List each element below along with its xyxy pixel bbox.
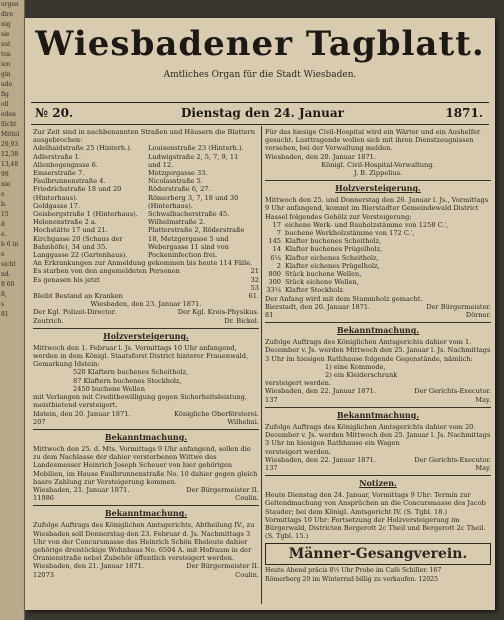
count-label: Bleibt Bestand an Kranken (33, 292, 123, 301)
notice-number: 81 (265, 311, 274, 320)
separator (33, 429, 259, 430)
notice-number: 12073 (33, 570, 54, 579)
previous-page-fragment: 29,93 (1, 141, 19, 148)
name-right: Dr. Bickel. (224, 316, 259, 325)
previous-page-fragment: ude (1, 81, 13, 88)
previous-page-fragment: 12,38 (1, 151, 19, 158)
notice-footer-2 (265, 464, 491, 472)
street-entry: Kirchgasse 20 (Schaus der (33, 234, 123, 243)
notice-text-2: mit Verlangen mit Creditbewilligung gegen Sicherheitsleistung, meistbietend versteigert. (33, 393, 247, 410)
wood-item: 87 Klaftern buchenes Stockholz, (73, 376, 182, 385)
previous-page-fragment: Mittel (1, 131, 20, 138)
notice-footer-2 (33, 418, 259, 426)
wood-quantity: 17 (272, 220, 281, 229)
street-entry: Römerberg 3, 7, 18 und 30 (148, 193, 239, 202)
notice-footer (33, 486, 259, 494)
count-row (33, 284, 259, 292)
left-column (33, 128, 259, 604)
previous-page-fragment: ien (1, 61, 11, 68)
notice-footer (265, 387, 491, 395)
previous-page-fragment: s (1, 301, 5, 308)
previous-page-fragment: sie (1, 31, 10, 38)
bekanntmachung-1 (33, 432, 259, 502)
notice-signature: Der Bürgermeister II. (186, 485, 259, 494)
wood-description: Stück eichene Wellen, (285, 278, 359, 287)
street-entry: (Hinterhaus). (33, 193, 78, 202)
notice-signature: Der Gerichts-Executor. (414, 387, 491, 396)
bottom-rule (31, 124, 489, 125)
previous-page-fragment: d (1, 221, 5, 228)
previous-page-fragment: b 6 in (1, 241, 19, 248)
previous-page-fragment: dire (1, 11, 14, 18)
notice-footer (33, 410, 259, 418)
separator (265, 322, 491, 323)
separator (265, 180, 491, 181)
notice-footer (265, 303, 491, 311)
notice-footer (33, 562, 259, 570)
previous-page-fragment: nie (1, 181, 11, 188)
wood-description: Stück buchene Wellen, (285, 270, 362, 279)
issue-date: Dienstag den 24. Januar (181, 106, 344, 120)
wood-description: eichene Werk- und Bauholzstämme von 1258 C.′, (285, 220, 449, 229)
notice-signatures (33, 308, 259, 316)
bekanntmachung-3 (265, 325, 491, 404)
notice-text-2: Vormittags 10 Uhr: Fortsetzung der Holzversteigerung im Bürgerwald, Districten Bergerott 2c Theil und Bergerott 2c Theil. (S. Tgbl. 15.) (265, 515, 486, 541)
count-label: Es starben von den angemeldeten Personen (33, 267, 180, 276)
street-entry: Wilhelmstraße 2. (148, 218, 206, 227)
count-label: Es genasen bis jetzt (33, 275, 100, 284)
heading: Holzversteigerung. (335, 183, 421, 194)
holz-notice-1 (33, 331, 259, 426)
previous-page-fragment: sicht (1, 261, 16, 268)
count-value: 32 (250, 275, 259, 284)
street-entry: Nicolasstraße 5. (148, 177, 203, 186)
notice-name: J. B. Zippelius. (353, 169, 403, 178)
notice-signature: Der Bürgermeister II. (186, 562, 259, 571)
wood-description: Klafter Stockholz. (285, 286, 345, 295)
count-row (33, 276, 259, 284)
street-entry: Geisbergstraße 1 (Hinterhaus). (33, 210, 138, 219)
previous-page-fragment: 99 (1, 171, 9, 178)
street-entry: Friedrichstraße 18 und 20 (33, 185, 122, 194)
notizen (265, 478, 491, 540)
street-entry: Hochstätte 17 und 21. (33, 226, 108, 235)
notice-date: Wiesbaden, den 23. Januar 1871. (90, 300, 202, 309)
previous-page-fragment: oll (1, 101, 9, 108)
previous-page-fragment: 81 (1, 311, 9, 318)
separator (33, 328, 259, 329)
notice-signature: Königl. Civil-Hospital-Verwaltung. (321, 160, 435, 169)
notice-text: Zufolge Auftrags des Königlichen Amtsgerichts dahier vom 1. December v. Js. werden Mittwoch den 25. Januar l. Js. Nachmittags 3 Uhr im hiesigen Rathhause folgende Gegenstände, nämlich: (265, 338, 491, 363)
notice-name: May. (475, 395, 491, 404)
item-list (33, 368, 259, 393)
auction-item: 2) ein Kleiderschrank (325, 371, 398, 380)
previous-page-fragment: 15 (1, 211, 9, 218)
separator (265, 475, 491, 476)
previous-page-fragment: e (1, 251, 5, 258)
notice-footer-2 (33, 494, 259, 502)
street-entry: Metzgergasse 33. (148, 169, 208, 178)
previous-page-fragment: 8, (1, 291, 7, 298)
wood-description: buchene Werkholzstämme von 172 C.′, (285, 229, 415, 238)
street-entry: Röderstraße 6, 27. (148, 185, 211, 194)
previous-page-fragment: ust (1, 41, 11, 48)
notice-names (33, 317, 259, 325)
count-value: 61. (248, 292, 259, 301)
notice-signature: Königliche Oberförsterei. (174, 409, 259, 418)
previous-page-fragment: fig (1, 91, 9, 98)
heading: Bekanntmachung. (336, 325, 420, 336)
issue-year: 1871. (445, 106, 483, 120)
previous-page-fragment: 8 60 (1, 281, 15, 288)
wood-quantity: 7 (276, 229, 281, 238)
wood-item: 520 Klaftern buchenes Scheitholz, (73, 368, 189, 377)
notice-text: Für das hiesige Civil-Hospital wird ein Wärter und ein Aushelfer gesucht. Lusttragende wollen sich mit ihren Dienstzeugnissen versehen, bei der Verwaltung melden. (265, 128, 481, 153)
previous-page-fragment: 13,48 (1, 161, 19, 168)
street-entry: Pockeninfection frei. (148, 251, 218, 260)
previous-page-fragment: nd. (1, 271, 11, 278)
notice-text: Mittwoch den 25. und Donnerstag den 26. Januar l. Js., Vormittags 9 Uhr anfangend, kommt im Bierstadter Gemeindewald District Hassel folgendes Gehölz zur Versteigerung: (265, 196, 489, 221)
notice-number: 11986 (33, 494, 54, 503)
notice-text: Mittwoch den 1. Februar l. Js. Vormittags 10 Uhr anfangend, werden in dem Königl. Staatsforst District hinterer Frauenwald, Gemarkung Idstein: (33, 343, 249, 369)
newspaper-page (25, 18, 495, 610)
hospital-notice (265, 128, 491, 177)
right-column (265, 128, 491, 604)
bekanntmachung-4 (265, 410, 491, 472)
auction-item: 1) eine Kommode, (325, 362, 386, 371)
previous-page-fragment: llicht (1, 121, 17, 128)
street-entry: 18, Metzgergasse 5 und (148, 234, 229, 243)
wood-description: Klafter buchenes Scheitholz, (285, 237, 382, 246)
signature-left: Der Kgl. Polizei-Director. (33, 308, 117, 317)
choir-heading: Männer-Gesangverein. (265, 543, 491, 565)
blattern-notice (33, 128, 259, 325)
notice-signature: Der Bürgermeister. (426, 302, 491, 311)
notice-footer (265, 456, 491, 464)
notice-text-2: versteigert werden. (265, 447, 332, 456)
wood-quantity: 800 (268, 270, 281, 279)
count-value: 53 (250, 283, 259, 292)
column-divider (261, 126, 262, 604)
wood-quantity: 300 (268, 278, 281, 287)
street-entry: Schwalbacherstraße 45. (148, 210, 230, 219)
notice-footer-2 (265, 311, 491, 319)
previous-page-fragment: e (1, 191, 5, 198)
notice-date: Wiesbaden, den 22. Januar 1871. (265, 387, 376, 396)
heading: Bekanntmachung. (104, 508, 188, 519)
previous-page-fragment: nig (1, 21, 11, 28)
signature-right: Der Kgl. Kreis-Physikus. (177, 308, 259, 317)
count-row (33, 292, 259, 300)
street-entry: Platterstraße 2, Röderstraße (148, 226, 245, 235)
notice-name: May. (475, 463, 491, 472)
sale-text: Römerberg 20 im Winterrad billig zu verkaufen. 12025 (265, 575, 439, 583)
bekanntmachung-2 (33, 508, 259, 578)
street-entry: Helenenstraße 2 a. (33, 218, 97, 227)
previous-page-fragment: orgen (1, 1, 19, 8)
notice-footer-2 (33, 571, 259, 579)
street-entry: Allenbogengasse 6. (33, 160, 98, 169)
separator (265, 407, 491, 408)
wood-quantity: 145 (268, 237, 281, 246)
notice-date: Wiesbaden, den 21. Januar 1871. (33, 562, 144, 571)
notice-name: Coulin. (235, 570, 259, 579)
count-row (33, 267, 259, 275)
previous-page-fragment: gin (1, 71, 11, 78)
heading: Bekanntmachung. (104, 431, 188, 442)
notice-date: Idstein, den 20. Januar 1871. (33, 409, 131, 418)
notice-text: Mittwoch den 25. d. Mts. Vormittags 9 Uhr anfangend, sollen die zu dem Nachlasse der dahier verstorbenen Wittwe des Landesmesser Heinrich Joseph Scheuer von hier gehörigen Mobilien, im Hause Faulbrunnenstraße No. 10 dahier gegen gleich baare Zahlung zur Versteigerung kommen. (33, 444, 258, 486)
newspaper-title: Wiesbadener Tagblatt. (35, 24, 485, 64)
notice-name: Dörner. (465, 311, 491, 320)
notice-date: Wiesbaden, den 20. Januar 1871. (265, 152, 376, 161)
count-intro: An Erkrankungen zur Anmeldung gekommen bis heute 114 Fälle. (33, 259, 253, 268)
wood-description: Klafter buchenes Prügelholz, (285, 245, 383, 254)
notice-date: Wiesbaden, 21. Januar 1871. (33, 485, 130, 494)
wood-table (265, 221, 491, 295)
wood-description: Klafter eichenes Prügelholz, (285, 261, 380, 270)
notice-number: 137 (265, 463, 278, 472)
wood-quantity: 33¼ (266, 286, 281, 295)
street-entry: Langgasse 22 (Gartenhaus). (33, 251, 128, 260)
street-entry: (Hinterhaus). (148, 201, 193, 210)
name-left: Zeutrich. (33, 316, 64, 325)
notice-name: Wilhelmi. (227, 417, 259, 426)
notice-date: Wiesbaden, den 22. Januar 1871. (265, 455, 376, 464)
count-table (33, 267, 259, 300)
street-entry: Goldgasse 17. (33, 201, 80, 210)
choir-text: Heute Abend präcis 8½ Uhr Probe im Café Schiller. 167 (265, 567, 442, 575)
street-entry: und 12. (148, 160, 174, 169)
notice-text-2: versteigert werden. (265, 379, 332, 388)
notice-date: Bierstadt, den 20. Januar 1871. (265, 302, 371, 311)
notice-text: Zufolge Auftrags des Königlichen Amtsgerichts dahier vom 20. December v. Js. werden Mittwoch den 25. Januar l. Js. Nachmittags 3 Uhr im hiesigen Rathhause ein Wagen (265, 422, 491, 448)
wood-quantity: 6¼ (270, 253, 281, 262)
notice-intro: Zur Zeit sind in nachbenannten Straßen und Häusern die Blattern ausgebrochen: (33, 128, 255, 145)
notice-text: Heute Dienstag den 24. Januar, Vormittags 9 Uhr: Termin zur Geltendmachung von Ansprüchen an die Concursmasse des Jacob Stauder; bei dem Königl. Amtsgericht IV. (S. Tgbl. 18.) (265, 491, 486, 516)
street-entry: Webergasse 11 sind von (148, 242, 229, 251)
street-entry: Adlerstraße 1. (33, 152, 81, 161)
heading: Holzversteigerung. (103, 330, 189, 341)
notice-number: 207 (33, 417, 46, 426)
heading: Notizen. (359, 478, 397, 489)
notice-text-2: Der Anfang wird mit dem Stammholz gemacht. (265, 294, 423, 303)
item-list (265, 363, 491, 379)
previous-page-edge (0, 0, 25, 620)
masthead (25, 18, 495, 90)
street-entry: Faulbrunnenstraße 4. (33, 177, 106, 186)
holz-notice-2 (265, 183, 491, 319)
street-entry: Bahnhöfe), 34 und 35. (33, 242, 108, 251)
issue-bar (31, 106, 489, 122)
wood-quantity: 14 (272, 245, 281, 254)
previous-page-fragment: eden (1, 111, 16, 118)
street-entry: Adelhaidstraße 25 (Hinterh.). (33, 144, 132, 153)
previous-page-fragment: e. (1, 231, 7, 238)
separator (33, 505, 259, 506)
wood-item: 2450 buchene Wellen (73, 384, 145, 393)
notice-number: 137 (265, 395, 278, 404)
street-entry: Emserstraße 7. (33, 169, 85, 178)
heading: Bekanntmachung. (336, 409, 420, 420)
wood-quantity: 2 (276, 261, 281, 270)
notice-footer-2 (265, 396, 491, 404)
street-entry: Ludwigstraße 2, 5, 7, 9, 11 (148, 152, 239, 161)
wood-description: Klafter eichenes Scheitholz, (285, 253, 379, 262)
street-entry: Louisenstraße 23 (Hinterh.). (148, 144, 244, 153)
previous-page-fragment: ton (1, 51, 11, 58)
newspaper-subtitle: Amtliches Organ für die Stadt Wiesbaden. (163, 70, 357, 80)
street-list (33, 144, 259, 259)
notice-text: Zufolge Auftrags des Königlichen Amtsgerichts, Abtheilung IV., zu Wiesbaden soll Donnerstag den 23. Februar d. Js. Nachmittags 3 Uhr von der Concursmasse des Heinrich Schön Eheleute dahier gehörige dreistöckige Wohnhaus No. 6504 A. mit Hofraum in der Oranienstraße nebst Zubehör öffentlich versteigert werden. (33, 521, 255, 563)
issue-number: № 20. (35, 106, 74, 120)
notice-name: Coulin. (235, 494, 259, 503)
top-rule (31, 102, 489, 103)
previous-page-fragment: b. (1, 201, 7, 208)
count-value: 21 (250, 267, 259, 276)
notice-signature: Der Gerichts-Executor. (414, 455, 491, 464)
